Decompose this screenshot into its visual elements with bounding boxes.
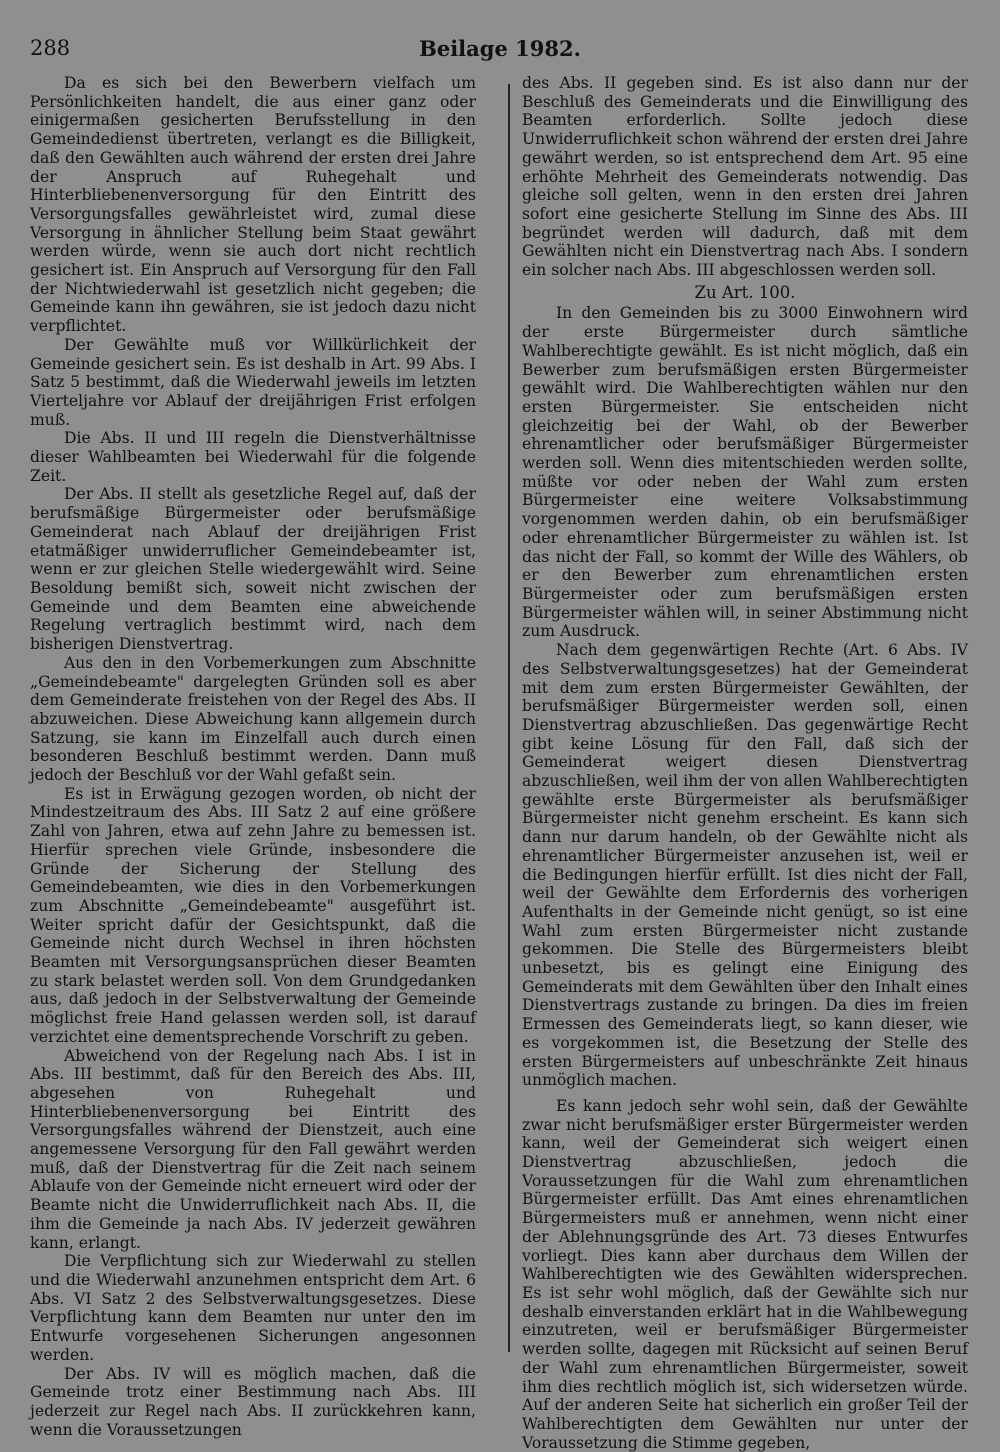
paragraph: In den Gemeinden bis zu 3000 Einwohnern wird der erste Bürgermeister durch sämtliche Wahlberechtigte gewählt. Es ist nicht möglich, daß ein Bewerber zum berufsmäßigen ersten Bürgermeister gewählt wird. Die Wahlberechtigten wählen nur den ersten Bürgermeister. Sie entscheiden nicht gleichzeitig bei der Wahl, ob der Bewerber ehrenamtlicher oder berufsmäßiger Bürgermeister werden soll. Wenn dies mitentschieden werden sollte, müßte vor oder neben der Wahl zum ersten Bürgermeister eine weitere Volksabstimmung vorgenommen werden dahin, ob ein berufsmäßiger oder ehrenamtlicher Bürgermeister zu wählen ist. Ist das nicht der Fall, so kommt der Wille des Wählers, ob er den Bewerber zum ehrenamtlichen ersten Bürgermeister oder zum berufsmäßigen ersten Bürgermeister wählen will, in seiner Abstimmung nicht zum Ausdruck. bbox=[522, 304, 968, 641]
paragraph: Der Gewählte muß vor Willkürlichkeit der Gemeinde gesichert sein. Es ist deshalb in Art. 99 Abs. I Satz 5 bestimmt, daß die Wiederwahl jeweils im letzten Vierteljahre vor Ablauf der dreijährigen Frist erfolgen muß. bbox=[30, 335, 476, 429]
paragraph: Die Abs. II und III regeln die Dienstverhältnisse dieser Wahlbeamten bei Wiederwahl für die folgende Zeit. bbox=[30, 429, 476, 485]
paragraph: Es kann jedoch sehr wohl sein, daß der Gewählte zwar nicht berufsmäßiger erster Bürgermeister werden kann, weil der Gemeinderat sich weigert einen Dienstvertrag abzuschließen, jedoch die Voraussetzungen für die Wahl zum ehrenamtlichen Bürgermeister erfüllt. Das Amt eines ehrenamtlichen Bürgermeisters muß er annehmen, wenn nicht einer der Ablehnungsgründe des Art. 73 dieses Entwurfes vorliegt. Dies kann aber durchaus dem Willen der Wahlberechtigten wie des Gewählten widersprechen. Es ist sehr wohl möglich, daß der Gewählte sich nur deshalb einverstanden erklärt hat in die Wahlbewegung einzutreten, weil er berufsmäßiger Bürgermeister werden sollte, dagegen mit Rücksicht auf seinen Beruf der Wahl zum ehrenamtlichen Bürgermeister, soweit ihm dies rechtlich möglich ist, sich widersetzen würde. Auf der anderen Seite hat sicherlich ein großer Teil der Wahlberechtigten dem Gewählten nur unter der Voraussetzung die Stimme gegeben, bbox=[522, 1096, 968, 1452]
left-column bbox=[30, 74, 476, 1439]
column-divider bbox=[508, 84, 510, 1352]
page-header bbox=[30, 36, 970, 66]
paragraph: Abweichend von der Regelung nach Abs. I ist in Abs. III bestimmt, daß für den Bereich des Abs. III, abgesehen von Ruhegehalt und Hinterbliebenenversorgung bei Eintritt des Versorgungsfalles während der Dienstzeit, auch eine angemessene Versorgung für den Fall gewährt werden muß, daß der Dienstvertrag für die Zeit nach seinem Ablaufe von der Gemeinde nicht erneuert wird oder der Beamte nicht die Unwiderruflichkeit nach Abs. II, die ihm die Gemeinde ja nach Abs. IV jederzeit gewähren kann, erlangt. bbox=[30, 1046, 476, 1252]
paragraph: Da es sich bei den Bewerbern vielfach um Persönlichkeiten handelt, die aus einer ganz oder einigermaßen gesicherten Berufsstellung in den Gemeindedienst übertreten, verlangt es die Billigkeit, daß den Gewählten auch während der ersten drei Jahre der Anspruch auf Ruhegehalt und Hinterbliebenenversorgung für den Eintritt des Versorgungsfalles gewährleistet wird, zumal diese Versorgung in ähnlicher Stellung beim Staat gewährt werden würde, wenn sie auch dort nicht rechtlich gesichert ist. Ein Anspruch auf Versorgung für den Fall der Nichtwiederwahl ist gesetzlich nicht gegeben; die Gemeinde kann ihn gewähren, sie ist jedoch dazu nicht verpflichtet. bbox=[30, 74, 476, 336]
paragraph: Die Verpflichtung sich zur Wiederwahl zu stellen und die Wiederwahl anzunehmen entspricht dem Art. 6 Abs. VI Satz 2 des Selbstverwaltungsgesetzes. Diese Verpflichtung kann dem Beamten nur unter den im Entwurfe vorgesehenen Sicherungen angesonnen werden. bbox=[30, 1252, 476, 1364]
running-title: Beilage 1982. bbox=[419, 36, 581, 61]
page-number: 288 bbox=[30, 36, 71, 60]
paragraph-continuation: des Abs. II gegeben sind. Es ist also dann nur der Beschluß des Gemeinderats und die Einwilligung des Beamten erforderlich. Sollte jedoch diese Unwiderruflichkeit schon während der ersten drei Jahre gewährt werden, so ist entsprechend dem Art. 95 eine erhöhte Mehrheit des Gemeinderats notwendig. Das gleiche soll gelten, wenn in den ersten drei Jahren sofort eine gesicherte Stellung im Sinne des Abs. III begründet werden will dadurch, daß mit dem Gewählten nicht ein Dienstvertrag nach Abs. I sondern ein solcher nach Abs. III abgeschlossen werden soll. bbox=[522, 74, 968, 280]
paragraph: Es ist in Erwägung gezogen worden, ob nicht der Mindestzeitraum des Abs. III Satz 2 auf eine größere Zahl von Jahren, etwa auf zehn Jahre zu bemessen ist. Hierfür sprechen viele Gründe, insbesondere die Gründe der Sicherung der Stellung des Gemeindebeamten, wie dies in den Vorbemerkungen zum Abschnitte „Gemeindebeamte" ausgeführt ist. Weiter spricht dafür der Gesichtspunkt, daß die Gemeinde nicht durch Wechsel in ihren höchsten Beamten mit Versorgungsansprüchen dieser Beamten zu stark belastet werden soll. Von dem Grundgedanken aus, daß jedoch in der Selbstverwaltung der Gemeinde möglichst freie Hand gelassen werden soll, ist darauf verzichtet eine dementsprechende Vorschrift zu geben. bbox=[30, 784, 476, 1046]
paragraph: Der Abs. IV will es möglich machen, daß die Gemeinde trotz einer Bestimmung nach Abs. III jederzeit zur Regel nach Abs. II zurückkehren kann, wenn die Voraussetzungen bbox=[30, 1364, 476, 1439]
right-column bbox=[522, 74, 968, 1452]
section-heading: Zu Art. 100. bbox=[694, 282, 796, 302]
paragraph: Der Abs. II stellt als gesetzliche Regel auf, daß der berufsmäßige Bürgermeister oder berufsmäßige Gemeinderat nach Ablauf der dreijährigen Frist etatmäßiger unwiderruflicher Gemeindebeamter ist, wenn er zur gleichen Stelle wiedergewählt wird. Seine Besoldung bemißt sich, soweit nicht zwischen der Gemeinde und dem Beamten eine abweichende Regelung vertraglich bestimmt wird, nach dem bisherigen Dienstvertrag. bbox=[30, 485, 476, 654]
paragraph: Nach dem gegenwärtigen Rechte (Art. 6 Abs. IV des Selbstverwaltungsgesetzes) hat der Gemeinderat mit dem zum ersten Bürgermeister Gewählten, der berufsmäßiger Bürgermeister werden soll, einen Dienstvertrag abzuschließen. Das gegenwärtige Recht gibt keine Lösung für den Fall, daß sich der Gemeinderat weigert diesen Dienstvertrag abzuschließen, weil ihm der von allen Wahlberechtigten gewählte erste Bürgermeister als berufsmäßiger Bürgermeister nicht genehm erscheint. Es kann sich dann nur darum handeln, ob der Gewählte nicht als ehrenamtlicher Bürgermeister anzusehen ist, weil er die Bedingungen hierfür erfüllt. Ist dies nicht der Fall, weil der Gewählte dem Erfordernis des vorherigen Aufenthalts in der Gemeinde nicht genügt, so ist eine Wahl zum ersten Bürgermeister nicht zustande gekommen. Die Stelle des Bürgermeisters bleibt unbesetzt, bis es gelingt eine Einigung des Gemeinderats mit dem Gewählten über den Inhalt eines Dienstvertrags zustande zu bringen. Da dies im freien Ermessen des Gemeinderats liegt, so kann dieser, wie es vorgekommen ist, die Besetzung der Stelle des ersten Bürgermeisters auf unbeschränkte Zeit hinaus unmöglich machen. bbox=[522, 641, 968, 1090]
paragraph: Aus den in den Vorbemerkungen zum Abschnitte „Gemeindebeamte" dargelegten Gründen soll es aber dem Gemeinderate freistehen von der Regel des Abs. II abzuweichen. Diese Abweichung kann allgemein durch Satzung, sie kann im Einzelfall auch durch einen besonderen Beschluß bestimmt werden. Dann muß jedoch der Beschluß vor der Wahl gefaßt sein. bbox=[30, 653, 476, 785]
